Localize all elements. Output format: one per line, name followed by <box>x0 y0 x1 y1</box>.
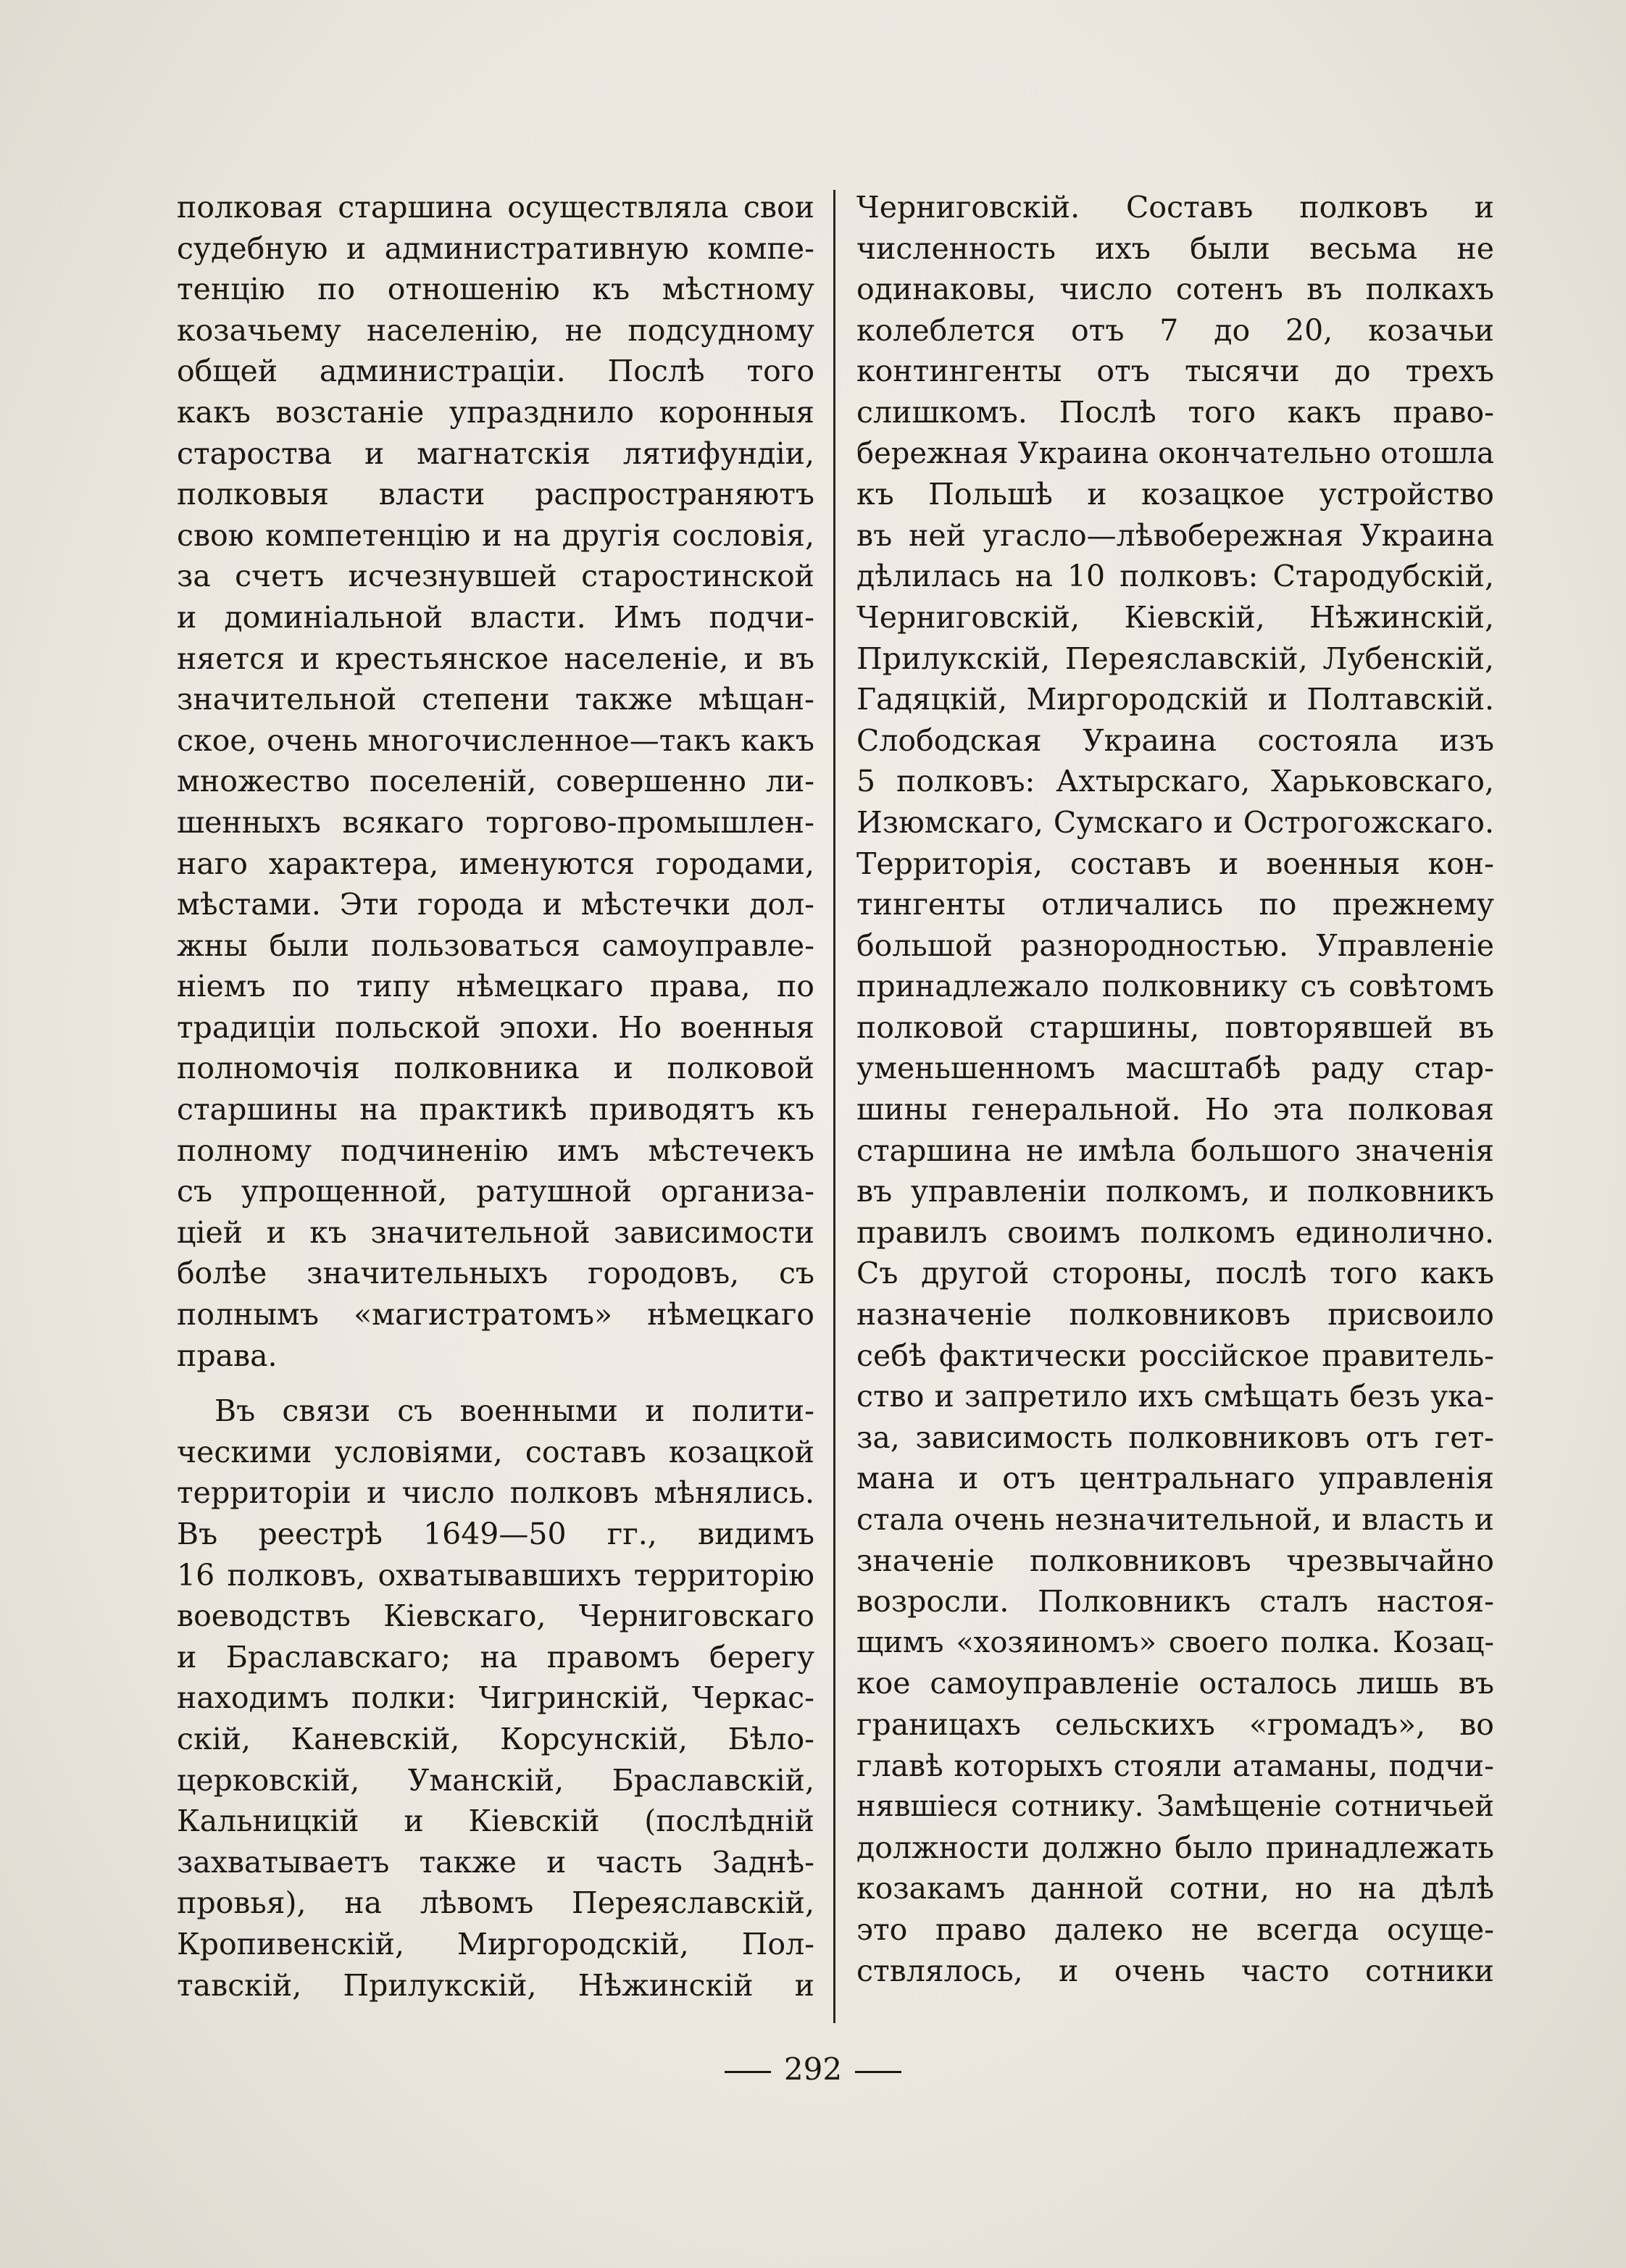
text-line: главѣ которыхъ стояли атаманы, подчи- <box>856 1748 1494 1783</box>
text-line: правилъ своимъ полкомъ единолично. <box>856 1214 1494 1250</box>
text-line: полнымъ «магистратомъ» нѣмецкаго <box>177 1297 814 1333</box>
page-number-dash-right <box>855 2071 901 2073</box>
text-line: дѣлилась на 10 полковъ: Стародубскій, <box>856 559 1494 594</box>
page-number-dash-left <box>725 2071 771 2073</box>
text-line: кое самоуправленіе осталось лишь въ <box>856 1666 1494 1701</box>
text-line: староства и магнатскія лятифундіи, <box>177 435 814 471</box>
text-line: какъ возстаніе упразднило коронныя <box>177 394 814 430</box>
text-line: принадлежало полковнику съ совѣтомъ <box>856 969 1494 1004</box>
text-line: ство и запретило ихъ смѣщать безъ ука- <box>856 1379 1494 1414</box>
text-line: слишкомъ. Послѣ того какъ право- <box>856 394 1494 430</box>
text-line: полному подчиненію имъ мѣстечекъ <box>177 1133 814 1168</box>
text-line: полковыя власти распространяютъ <box>177 477 814 512</box>
text-line: Гадяцкій, Миргородскій и Полтавскій. <box>856 682 1494 717</box>
text-line: ствлялось, и очень часто сотники <box>856 1953 1494 1988</box>
text-line: Слободская Украина состояла изъ <box>856 722 1494 758</box>
text-line: себѣ фактически россійское правитель- <box>856 1338 1494 1373</box>
text-line: бережная Украина окончательно отошла <box>856 436 1494 470</box>
text-line: козачьему населенію, не подсудному <box>177 312 814 348</box>
text-line: церковскій, Уманскій, Браславскій, <box>177 1762 814 1798</box>
text-line: контингенты отъ тысячи до трехъ <box>856 354 1494 389</box>
text-line: Черниговскій, Кіевскій, Нѣжинскій, <box>856 599 1494 635</box>
text-line: Кропивенскій, Миргородскій, Пол- <box>177 1926 814 1961</box>
text-line: за счетъ исчезнувшей старостинской <box>177 559 814 594</box>
text-line: къ Польшѣ и козацкое устройство <box>856 477 1494 512</box>
text-line: возросли. Полковникъ сталъ настоя- <box>856 1584 1494 1619</box>
text-line: Черниговскій. Составъ полковъ и <box>856 190 1494 225</box>
text-line: воеводствъ Кіевскаго, Черниговскаго <box>177 1598 814 1634</box>
left-column <box>177 187 814 2006</box>
text-line: тенцію по отношенію къ мѣстному <box>177 272 814 307</box>
text-line: болѣе значительныхъ городовъ, съ <box>177 1256 814 1291</box>
text-line: множество поселеній, совершенно ли- <box>177 764 814 799</box>
text-line: жны были пользоваться самоуправле- <box>177 927 814 963</box>
text-line: значеніе полковниковъ чрезвычайно <box>856 1543 1494 1578</box>
text-line: находимъ полки: Чигринскій, Черкас- <box>177 1680 814 1716</box>
text-line: значительной степени также мѣщан- <box>177 682 814 717</box>
text-line: полковой старшины, повторявшей въ <box>856 1009 1494 1045</box>
text-line: уменьшенномъ масштабѣ раду стар- <box>856 1051 1494 1086</box>
text-line: Территорія, составъ и военныя кон- <box>856 846 1494 881</box>
right-column <box>856 187 1494 1991</box>
text-line: ческими условіями, составъ козацкой <box>177 1434 814 1469</box>
page-number-text: 292 <box>783 2051 843 2087</box>
text-line: общей администраціи. Послѣ того <box>177 354 814 389</box>
text-line: территоріи и число полковъ мѣнялись. <box>177 1475 814 1511</box>
text-line: Изюмскаго, Сумскаго и Острогожскаго. <box>856 804 1494 840</box>
text-line: 5 полковъ: Ахтырскаго, Харьковскаго, <box>856 764 1494 799</box>
text-line: должности должно было принадлежать <box>856 1830 1494 1865</box>
text-line: назначеніе полковниковъ присвоило <box>856 1297 1494 1333</box>
text-line: няется и крестьянское населеніе, и въ <box>177 641 814 676</box>
text-line: мѣстами. Эти города и мѣстечки дол- <box>177 887 814 922</box>
text-line: шенныхъ всякаго торгово-промышлен- <box>177 804 814 840</box>
text-line: Въ реестрѣ 1649—50 гг., видимъ <box>177 1517 814 1551</box>
text-line: тингенты отличались по прежнему <box>856 887 1494 922</box>
text-line: тавскій, Прилукскій, Нѣжинскій и <box>177 1967 814 2003</box>
text-line: старшина не имѣла большого значенія <box>856 1133 1494 1168</box>
text-line: Прилукскій, Переяславскій, Лубенскій, <box>856 641 1494 676</box>
text-line: численность ихъ были весьма не <box>856 230 1494 266</box>
text-line: стала очень незначительной, и власть и <box>856 1502 1494 1537</box>
text-line: и доминіальной власти. Имъ подчи- <box>177 599 814 635</box>
text-line: колеблется отъ 7 до 20, козачьи <box>856 312 1494 348</box>
text-line: нявшіеся сотнику. Замѣщеніе сотничьей <box>856 1790 1494 1824</box>
text-line: Кальницкій и Кіевскій (послѣдній <box>177 1804 814 1839</box>
text-line: свою компетенцію и на другія сословія, <box>177 517 814 553</box>
text-line: ское, очень многочисленное—такъ какъ <box>177 722 814 758</box>
column-divider <box>833 190 835 2023</box>
paragraph-gap <box>177 1376 814 1391</box>
text-line: судебную и административную компе- <box>177 230 814 266</box>
text-line: щимъ «хозяиномъ» своего полка. Козац- <box>856 1625 1494 1659</box>
text-line: въ управленіи полкомъ, и полковникъ <box>856 1174 1494 1209</box>
text-line: захватываетъ также и часть Заднѣ- <box>177 1844 814 1880</box>
text-line: Въ связи съ военными и полити- <box>214 1393 814 1429</box>
text-line: ціей и къ значительной зависимости <box>177 1214 814 1250</box>
text-line: и Браславскаго; на правомъ берегу <box>177 1639 814 1675</box>
text-line: 16 полковъ, охватывавшихъ территорію <box>177 1557 814 1593</box>
text-line: старшины на практикѣ приводятъ къ <box>177 1092 814 1127</box>
text-line: козакамъ данной сотни, но на дѣлѣ <box>856 1871 1494 1906</box>
page-number <box>0 2048 1626 2091</box>
text-line: Съ другой стороны, послѣ того какъ <box>856 1256 1494 1291</box>
text-line: скій, Каневскій, Корсунскій, Бѣло- <box>177 1721 814 1756</box>
text-line: съ упрощенной, ратушной организа- <box>177 1174 814 1209</box>
text-line: за, зависимость полковниковъ отъ гет- <box>856 1419 1494 1455</box>
text-line: это право далеко не всегда осуще- <box>856 1911 1494 1947</box>
text-line: ніемъ по типу нѣмецкаго права, по <box>177 969 814 1004</box>
text-line: границахъ сельскихъ «громадъ», во <box>856 1706 1494 1742</box>
text-line: права. <box>177 1338 278 1373</box>
text-line: провья), на лѣвомъ Переяславскій, <box>177 1885 814 1921</box>
text-line: шины генеральной. Но эта полковая <box>856 1092 1494 1127</box>
text-line: большой разнородностью. Управленіе <box>856 927 1494 963</box>
text-line: въ ней угасло—лѣвобережная Украина <box>856 517 1494 553</box>
text-line: традиціи польской эпохи. Но военныя <box>177 1009 814 1045</box>
text-line: полномочія полковника и полковой <box>177 1051 814 1086</box>
text-line: полковая старшина осуществляла свои <box>177 190 814 225</box>
text-line: наго характера, именуются городами, <box>177 846 814 881</box>
text-line: одинаковы, число сотенъ въ полкахъ <box>856 272 1494 307</box>
text-line: мана и отъ центральнаго управленія <box>856 1461 1494 1496</box>
